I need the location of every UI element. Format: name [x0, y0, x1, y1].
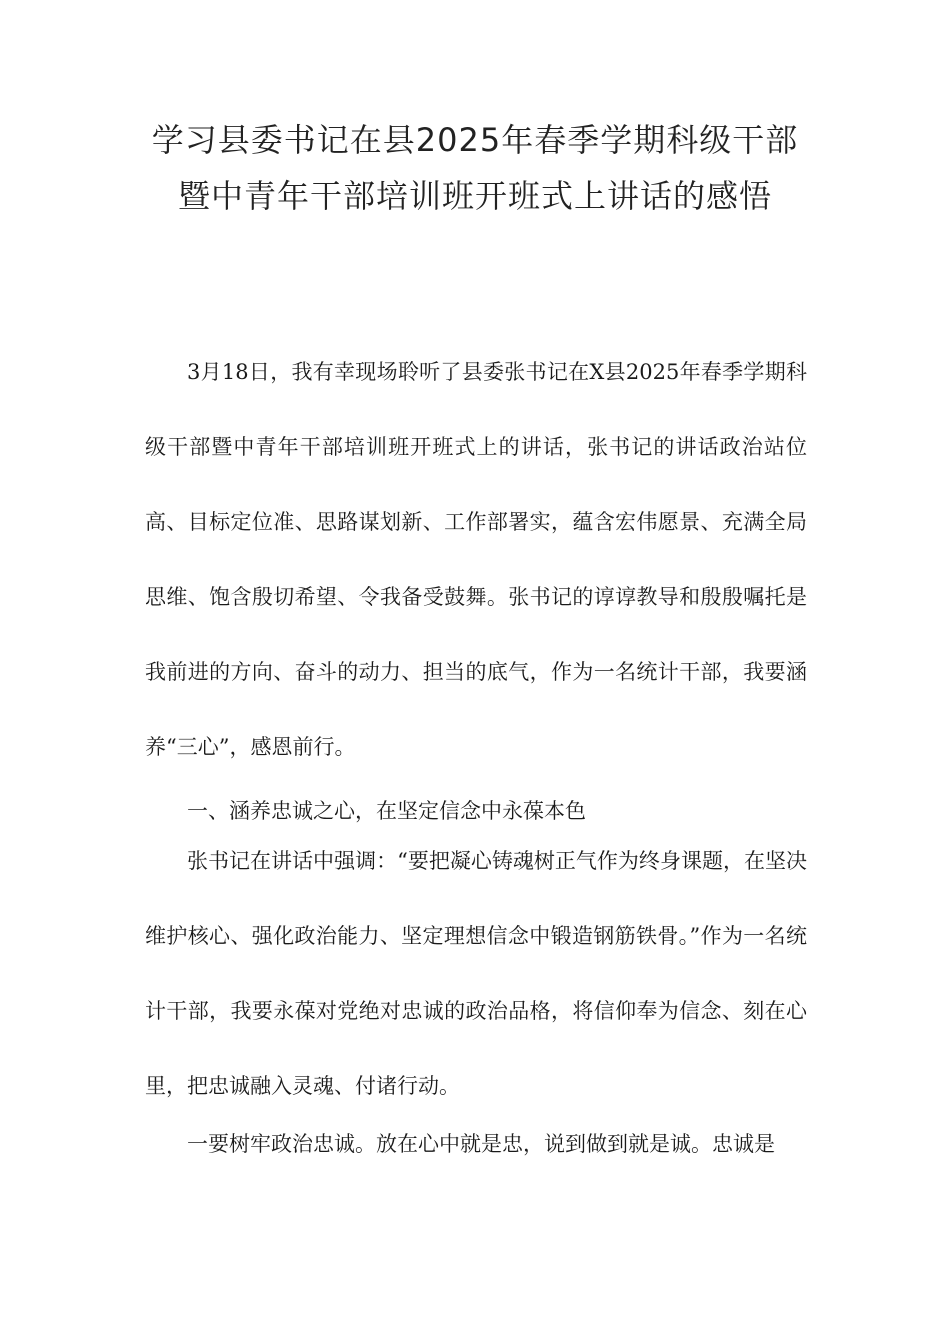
document-title: 学习县委书记在县2025年春季学期科级干部暨中青年干部培训班开班式上讲话的感悟	[151, 121, 799, 215]
paragraph-section-1: 张书记在讲话中强调：“要把凝心铸魂树正气作为终身课题，在坚决维护核心、强化政治能力、坚定理想信念中锻造钢筋铁骨。”作为一名统计干部，我要永葆对党绝对忠诚的政治品格，将信仰奉为信念、刻在心里，把忠诚融入灵魂、付诸行动。	[145, 849, 807, 1098]
paragraph-point-1: 一要树牢政治忠诚。放在心中就是忠，说到做到就是诚。忠诚是	[187, 1132, 775, 1156]
paragraph-intro: 3月18日，我有幸现场聆听了县委张书记在X县2025年春季学期科级干部暨中青年干部培训班开班式上的讲话，张书记的讲话政治站位高、目标定位准、思路谋划新、工作部署实，蕴含宏伟愿景、充满全局思维、饱含殷切希望、令我备受鼓舞。张书记的谆谆教导和殷殷嘱托是我前进的方向、奋斗的动力、担当的底气，作为一名统计干部，我要涵养“三心”，感恩前行。	[145, 360, 807, 759]
section-heading-1: 一、涵养忠诚之心，在坚定信念中永葆本色	[187, 799, 586, 823]
document-body	[145, 335, 807, 1182]
